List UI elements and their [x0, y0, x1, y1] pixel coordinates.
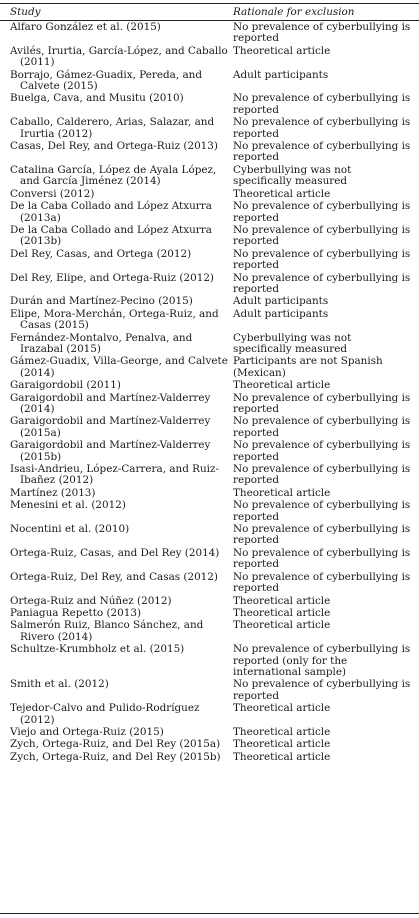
- table-row: [0, 643, 419, 678]
- rationale-cell: No prevalence of cyberbullying is reported: [233, 116, 411, 140]
- table-row: [0, 308, 419, 332]
- study-citation: Del Rey, Casas, and Ortega (2012): [10, 247, 192, 260]
- study-citation: Zych, Ortega-Ruiz, and Del Rey (2015a): [10, 738, 221, 751]
- study-cell: [0, 308, 233, 332]
- study-cell: [0, 200, 233, 224]
- study-citation: Borrajo, Gámez-Guadix, Pereda, and Calvete (2015): [10, 68, 202, 93]
- rationale-cell: Adult participants: [233, 68, 329, 81]
- header-rationale: Rationale for exclusion: [233, 5, 419, 21]
- rationale-cell: No prevalence of cyberbullying is reported: [233, 21, 411, 45]
- study-citation: Gámez-Guadix, Villa-George, and Calvete (2014): [10, 355, 228, 379]
- study-citation: Garaigordobil and Martínez-Valderrey (2015b): [10, 439, 211, 463]
- table-row: [0, 751, 419, 763]
- study-cell: [0, 595, 233, 607]
- study-citation: Paniagua Repetto (2013): [10, 606, 142, 619]
- table-row: [0, 463, 419, 487]
- rationale-cell: Participants are not Spanish (Mexican): [233, 355, 383, 379]
- table-row: [0, 200, 419, 224]
- top-rule: [0, 3, 419, 4]
- study-cell: [0, 21, 233, 45]
- study-cell: [0, 116, 233, 140]
- rationale-cell: Theoretical article: [233, 725, 331, 738]
- table-row: [0, 571, 419, 595]
- rationale-cell: No prevalence of cyberbullying is reported: [233, 200, 411, 224]
- study-citation: Garaigordobil and Martínez-Valderrey (2015a): [10, 415, 211, 439]
- table-row: [0, 69, 419, 93]
- header-study: Study: [0, 5, 233, 21]
- rationale-cell: Theoretical article: [233, 738, 331, 751]
- rationale-cell: Theoretical article: [233, 486, 331, 499]
- study-citation: Salmerón Ruiz, Blanco Sánchez, and Rivero (2014): [10, 619, 204, 643]
- rationale-cell: Theoretical article: [233, 606, 331, 619]
- table-row: [0, 547, 419, 571]
- rationale-cell: Theoretical article: [233, 619, 331, 632]
- study-cell: [0, 571, 233, 595]
- rationale-cell: No prevalence of cyberbullying is reported: [233, 223, 411, 248]
- study-citation: Schultze-Krumbholz et al. (2015): [10, 643, 185, 656]
- study-cell: [0, 415, 233, 439]
- study-cell: [0, 726, 233, 738]
- study-cell: [0, 355, 233, 379]
- study-citation: Ortega-Ruiz and Núñez (2012): [10, 594, 172, 607]
- study-citation: Zych, Ortega-Ruiz, and Del Rey (2015b): [10, 750, 221, 763]
- rationale-cell: No prevalence of cyberbullying is reported: [233, 546, 411, 571]
- table-row: [0, 619, 419, 643]
- study-cell: [0, 439, 233, 463]
- study-cell: [0, 619, 233, 643]
- study-citation: Fernández-Montalvo, Penalva, and Irazabal (2015): [10, 331, 193, 355]
- study-citation: De la Caba Collado and López Atxurra (2013b): [10, 223, 212, 248]
- study-citation: Elipe, Mora-Merchán, Ortega-Ruiz, and Casas (2015): [10, 307, 219, 332]
- table-row: [0, 439, 419, 463]
- study-cell: [0, 69, 233, 93]
- table-row: [0, 607, 419, 619]
- study-citation: Avilés, Irurtia, García-López, and Caballo (2011): [10, 44, 228, 69]
- rationale-cell: No prevalence of cyberbullying is reported: [233, 247, 411, 272]
- rationale-cell: Theoretical article: [233, 702, 331, 715]
- table-row: [0, 224, 419, 248]
- rationale-cell: Adult participants: [233, 295, 329, 308]
- table-row: [0, 355, 419, 379]
- study-citation: Alfaro González et al. (2015): [10, 21, 161, 33]
- rationale-cell: Adult participants: [233, 307, 329, 320]
- rationale-cell: No prevalence of cyberbullying is reported: [233, 92, 411, 116]
- study-cell: [0, 164, 233, 188]
- table-row: [0, 295, 419, 307]
- study-cell: [0, 487, 233, 499]
- rationale-cell: Theoretical article: [233, 187, 331, 200]
- study-citation: Casas, Del Rey, and Ortega-Ruiz (2013): [10, 140, 218, 153]
- bottom-rule: [0, 913, 419, 914]
- study-citation: De la Caba Collado and López Atxurra (2013a): [10, 200, 212, 224]
- rationale-cell: Theoretical article: [233, 44, 331, 57]
- rationale-cell: No prevalence of cyberbullying is reported: [233, 678, 411, 702]
- study-cell: [0, 248, 233, 272]
- study-citation: Catalina García, López de Ayala López, and García Jiménez (2014): [10, 163, 217, 188]
- table-row: [0, 726, 419, 738]
- rationale-cell: No prevalence of cyberbullying is reported: [233, 499, 411, 523]
- table-row: [0, 678, 419, 702]
- rationale-cell: Theoretical article: [233, 379, 331, 392]
- study-citation: Del Rey, Elipe, and Ortega-Ruiz (2012): [10, 271, 214, 284]
- study-cell: [0, 499, 233, 523]
- table-row: [0, 21, 419, 45]
- study-citation: Ortega-Ruiz, Casas, and Del Rey (2014): [10, 546, 220, 559]
- study-cell: [0, 702, 233, 726]
- table-row: [0, 140, 419, 164]
- study-citation: Conversi (2012): [10, 187, 95, 200]
- study-citation: Caballo, Calderero, Arias, Salazar, and Irurtia (2012): [10, 116, 215, 140]
- study-citation: Smith et al. (2012): [10, 678, 109, 691]
- rationale-cell: No prevalence of cyberbullying is reported: [233, 391, 411, 415]
- study-cell: [0, 140, 233, 164]
- study-cell: [0, 92, 233, 116]
- study-cell: [0, 272, 233, 296]
- study-cell: [0, 332, 233, 356]
- study-citation: Viejo and Ortega-Ruiz (2015): [10, 725, 164, 738]
- study-citation: Menesini et al. (2012): [10, 499, 126, 512]
- rationale-cell: No prevalence of cyberbullying is reported: [233, 140, 411, 164]
- header-row: [0, 5, 419, 21]
- rationale-cell: No prevalence of cyberbullying is reported (only for the international sample): [233, 643, 411, 678]
- table-row: [0, 738, 419, 750]
- table-row: [0, 332, 419, 356]
- study-cell: [0, 678, 233, 702]
- rationale-cell: No prevalence of cyberbullying is reported: [233, 523, 411, 547]
- study-cell: [0, 751, 233, 763]
- table-row: [0, 702, 419, 726]
- table-row: [0, 595, 419, 607]
- rationale-cell: No prevalence of cyberbullying is reported: [233, 271, 411, 295]
- study-citation: Nocentini et al. (2010): [10, 523, 130, 536]
- table-row: [0, 523, 419, 547]
- rationale-cell: Cyberbullying was not specifically measured: [233, 163, 352, 188]
- table-row: [0, 272, 419, 296]
- table-row: [0, 499, 419, 523]
- study-cell: [0, 463, 233, 487]
- table-row: [0, 188, 419, 200]
- study-cell: [0, 45, 233, 69]
- table-row: [0, 164, 419, 188]
- rationale-cell: Theoretical article: [233, 750, 331, 763]
- table-row: [0, 487, 419, 499]
- study-citation: Buelga, Cava, and Musitu (2010): [10, 92, 184, 105]
- rationale-cell: No prevalence of cyberbullying is reported: [233, 570, 411, 595]
- study-citation: Tejedor-Calvo and Pulido-Rodríguez (2012): [10, 702, 200, 726]
- table-row: [0, 379, 419, 391]
- rationale-cell: No prevalence of cyberbullying is reported: [233, 439, 411, 463]
- study-cell: [0, 392, 233, 416]
- study-citation: Ortega-Ruiz, Del Rey, and Casas (2012): [10, 570, 218, 583]
- study-cell: [0, 607, 233, 619]
- exclusion-table-grid: [0, 5, 419, 763]
- table-row: [0, 415, 419, 439]
- table-row: [0, 392, 419, 416]
- table-row: [0, 116, 419, 140]
- table-row: [0, 45, 419, 69]
- study-cell: [0, 379, 233, 391]
- study-cell: [0, 643, 233, 678]
- rationale-cell: No prevalence of cyberbullying is reported: [233, 415, 411, 439]
- study-citation: Durán and Martínez-Pecino (2015): [10, 295, 193, 308]
- table-body: [0, 21, 419, 764]
- study-cell: [0, 523, 233, 547]
- study-cell: [0, 224, 233, 248]
- rationale-cell: Cyberbullying was not specifically measured: [233, 331, 352, 355]
- study-cell: [0, 295, 233, 307]
- study-cell: [0, 738, 233, 750]
- study-citation: Isasi-Andrieu, López-Carrera, and Ruiz-Ibañez (2012): [10, 463, 219, 487]
- study-citation: Martínez (2013): [10, 486, 96, 499]
- table-row: [0, 248, 419, 272]
- study-cell: [0, 547, 233, 571]
- rationale-cell: Theoretical article: [233, 594, 331, 607]
- table-row: [0, 92, 419, 116]
- rationale-cell: No prevalence of cyberbullying is reported: [233, 463, 411, 487]
- study-citation: Garaigordobil (2011): [10, 379, 121, 392]
- study-cell: [0, 188, 233, 200]
- study-citation: Garaigordobil and Martínez-Valderrey (2014): [10, 391, 211, 415]
